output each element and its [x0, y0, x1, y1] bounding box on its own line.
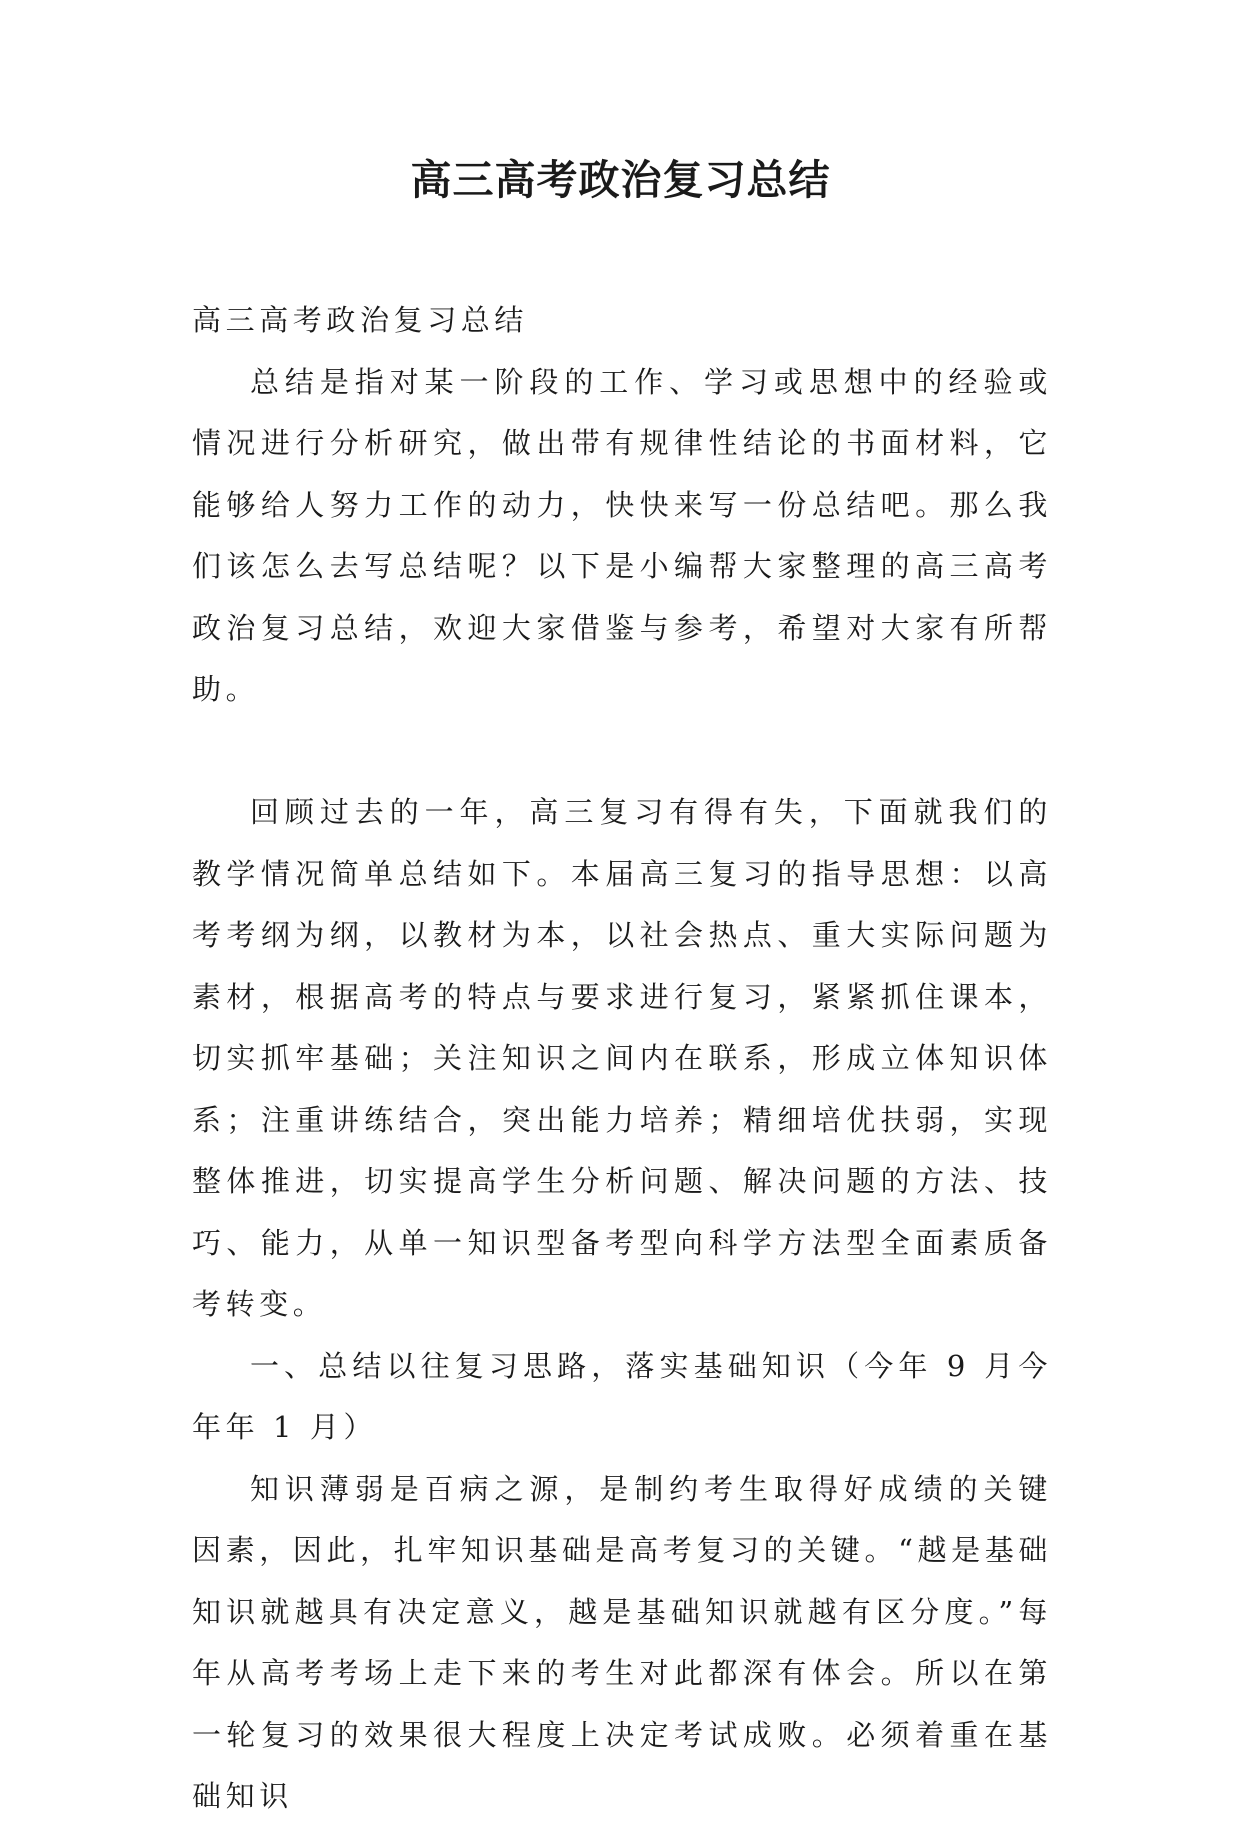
document-title: 高三高考政治复习总结 [410, 156, 831, 204]
section-heading-paragraph: 一、总结以往复习思路，落实基础知识（今年 9 月今年年 1 月） [192, 1348, 1052, 1444]
knowledge-paragraph: 知识薄弱是百病之源，是制约考生取得好成绩的关键因素，因此，扎牢知识基础是高考复习的关键。“越是基础知识就越具有决定意义，越是基础知识就越有区分度。”每年从高考考场上走下来的考生对此都深有体会。所以在第一轮复习的效果很大程度上决定考试成败。必须着重在基础知识 [192, 1471, 1052, 1813]
subtitle-paragraph: 高三高考政治复习总结 [192, 303, 529, 337]
review-paragraph: 回顾过去的一年，高三复习有得有失，下面就我们的教学情况简单总结如下。本届高三复习的指导思想：以高考考纲为纲，以教材为本，以社会热点、重大实际问题为素材，根据高考的特点与要求进行复习，紧紧抓住课本，切实抓牢基础；关注知识之间内在联系，形成立体知识体系；注重讲练结合，突出能力培养；精细培优扶弱，实现整体推进，切实提高学生分析问题、解决问题的方法、技巧、能力，从单一知识型备考型向科学方法型全面素质备考转变。 [192, 795, 1052, 1321]
intro-paragraph: 总结是指对某一阶段的工作、学习或思想中的经验或情况进行分析研究，做出带有规律性结论的书面材料，它能够给人努力工作的动力，快快来写一份总结吧。那么我们该怎么去写总结呢？以下是小编帮大家整理的高三高考政治复习总结，欢迎大家借鉴与参考，希望对大家有所帮助。 [192, 364, 1052, 706]
paragraph-gap [192, 721, 1052, 783]
document-body [192, 290, 1052, 1828]
